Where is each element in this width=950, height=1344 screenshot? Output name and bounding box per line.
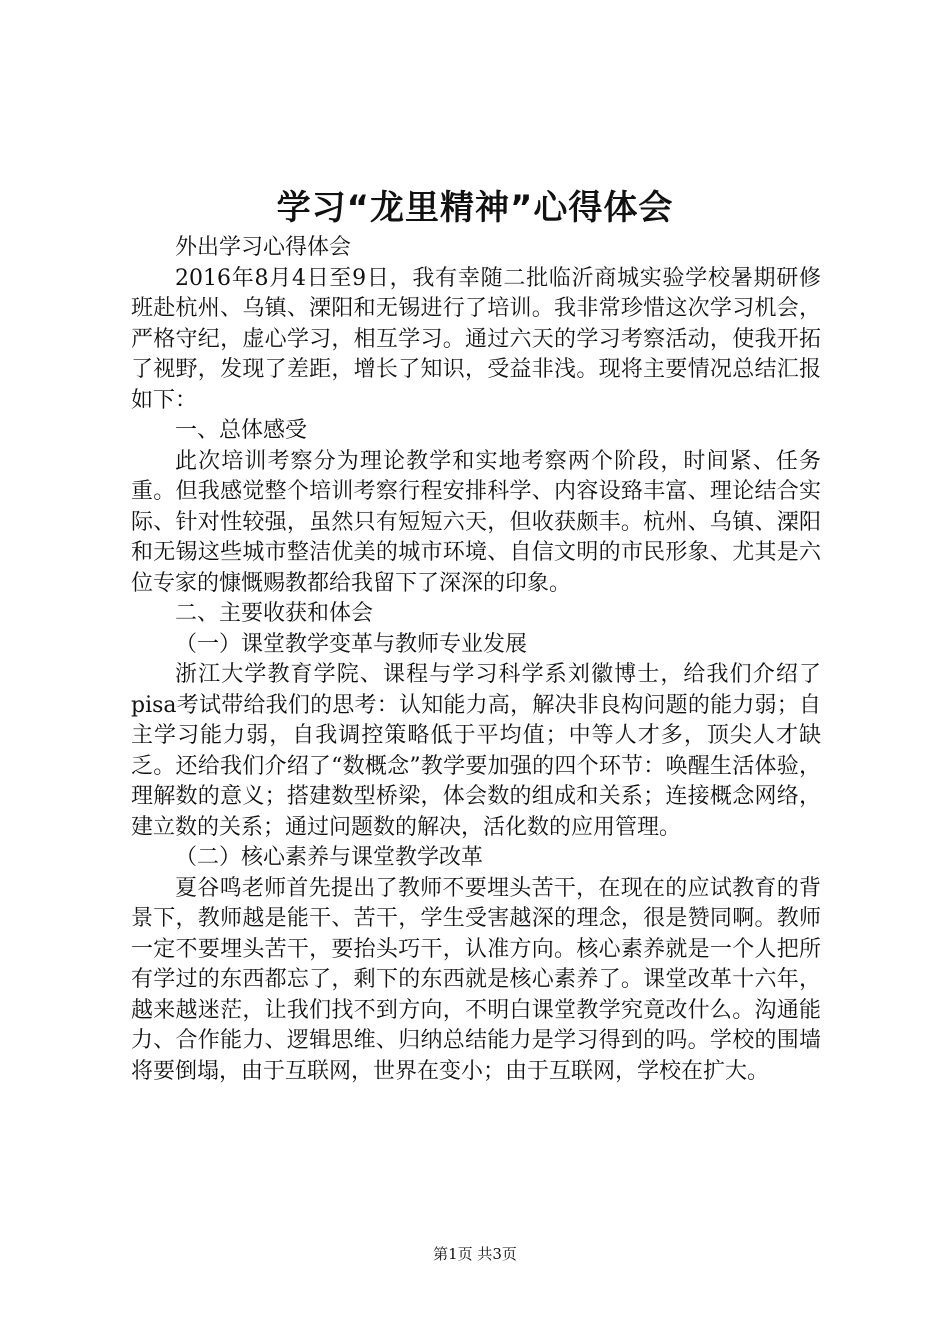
document-body <box>131 233 821 1087</box>
section-heading-1: 一、总体感受 <box>175 418 308 443</box>
page-number-footer: 第1页 共3页 <box>433 1245 517 1263</box>
paragraph-liu-hui: 浙江大学教育学院、课程与学习科学系刘徽博士，给我们介绍了pisa考试带给我们的思考：认知能力高，解决非良构问题的能力弱；自主学习能力弱，自我调控策略低于平均值；中等人才多，顶尖人才缺乏。还给我们介绍了“数概念”教学要加强的四个环节：唤醒生活体验，理解数的意义；搭建数型桥梁，体会数的组成和关系；连接概念网络，建立数的关系；通过问题数的解决，活化数的应用管理。 <box>131 662 821 840</box>
paragraph-xia-guming: 夏谷鸣老师首先提出了教师不要埋头苦干，在现在的应试教育的背景下，教师越是能干、苦干，学生受害越深的理念，很是赞同啊。教师一定不要埋头苦干，要抬头巧干，认准方向。核心素养就是一个人把所有学过的东西都忘了，剩下的东西就是核心素养了。课堂改革十六年，越来越迷茫，让我们找不到方向，不明白课堂教学究竟改什么。沟通能力、合作能力、逻辑思维、归纳总结能力是学习得到的吗。学校的围墙将要倒塌，由于互联网，世界在变小；由于互联网，学校在扩大。 <box>131 875 821 1084</box>
section-heading-2: 二、主要收获和体会 <box>175 601 374 626</box>
subsection-heading-2: （二）核心素养与课堂教学改革 <box>175 845 484 870</box>
paragraph-overall: 此次培训考察分为理论教学和实地考察两个阶段，时间紧、任务重。但我感觉整个培训考察行程安排科学、内容设臵丰富、理论结合实际、针对性较强，虽然只有短短六天，但收获颇丰。杭州、乌镇、溧阳和无锡这些城市整洁优美的城市环境、自信文明的市民形象、尤其是六位专家的慷慨赐教都给我留下了深深的印象。 <box>131 448 821 596</box>
paragraph-subtitle: 外出学习心得体会 <box>175 235 352 260</box>
subsection-heading-1: （一）课堂教学变革与教师专业发展 <box>175 631 528 657</box>
paragraph-intro: 2016年8月4日至9日，我有幸随二批临沂商城实验学校暑期研修班赴杭州、乌镇、溧阳和无锡进行了培训。我非常珍惜这次学习机会，严格守纪，虚心学习，相互学习。通过六天的学习考察活动，使我开拓了视野，发现了差距，增长了知识，受益非浅。现将主要情况总结汇报如下： <box>131 265 821 413</box>
document-title: 学习“龙里精神”心得体会 <box>276 188 674 228</box>
